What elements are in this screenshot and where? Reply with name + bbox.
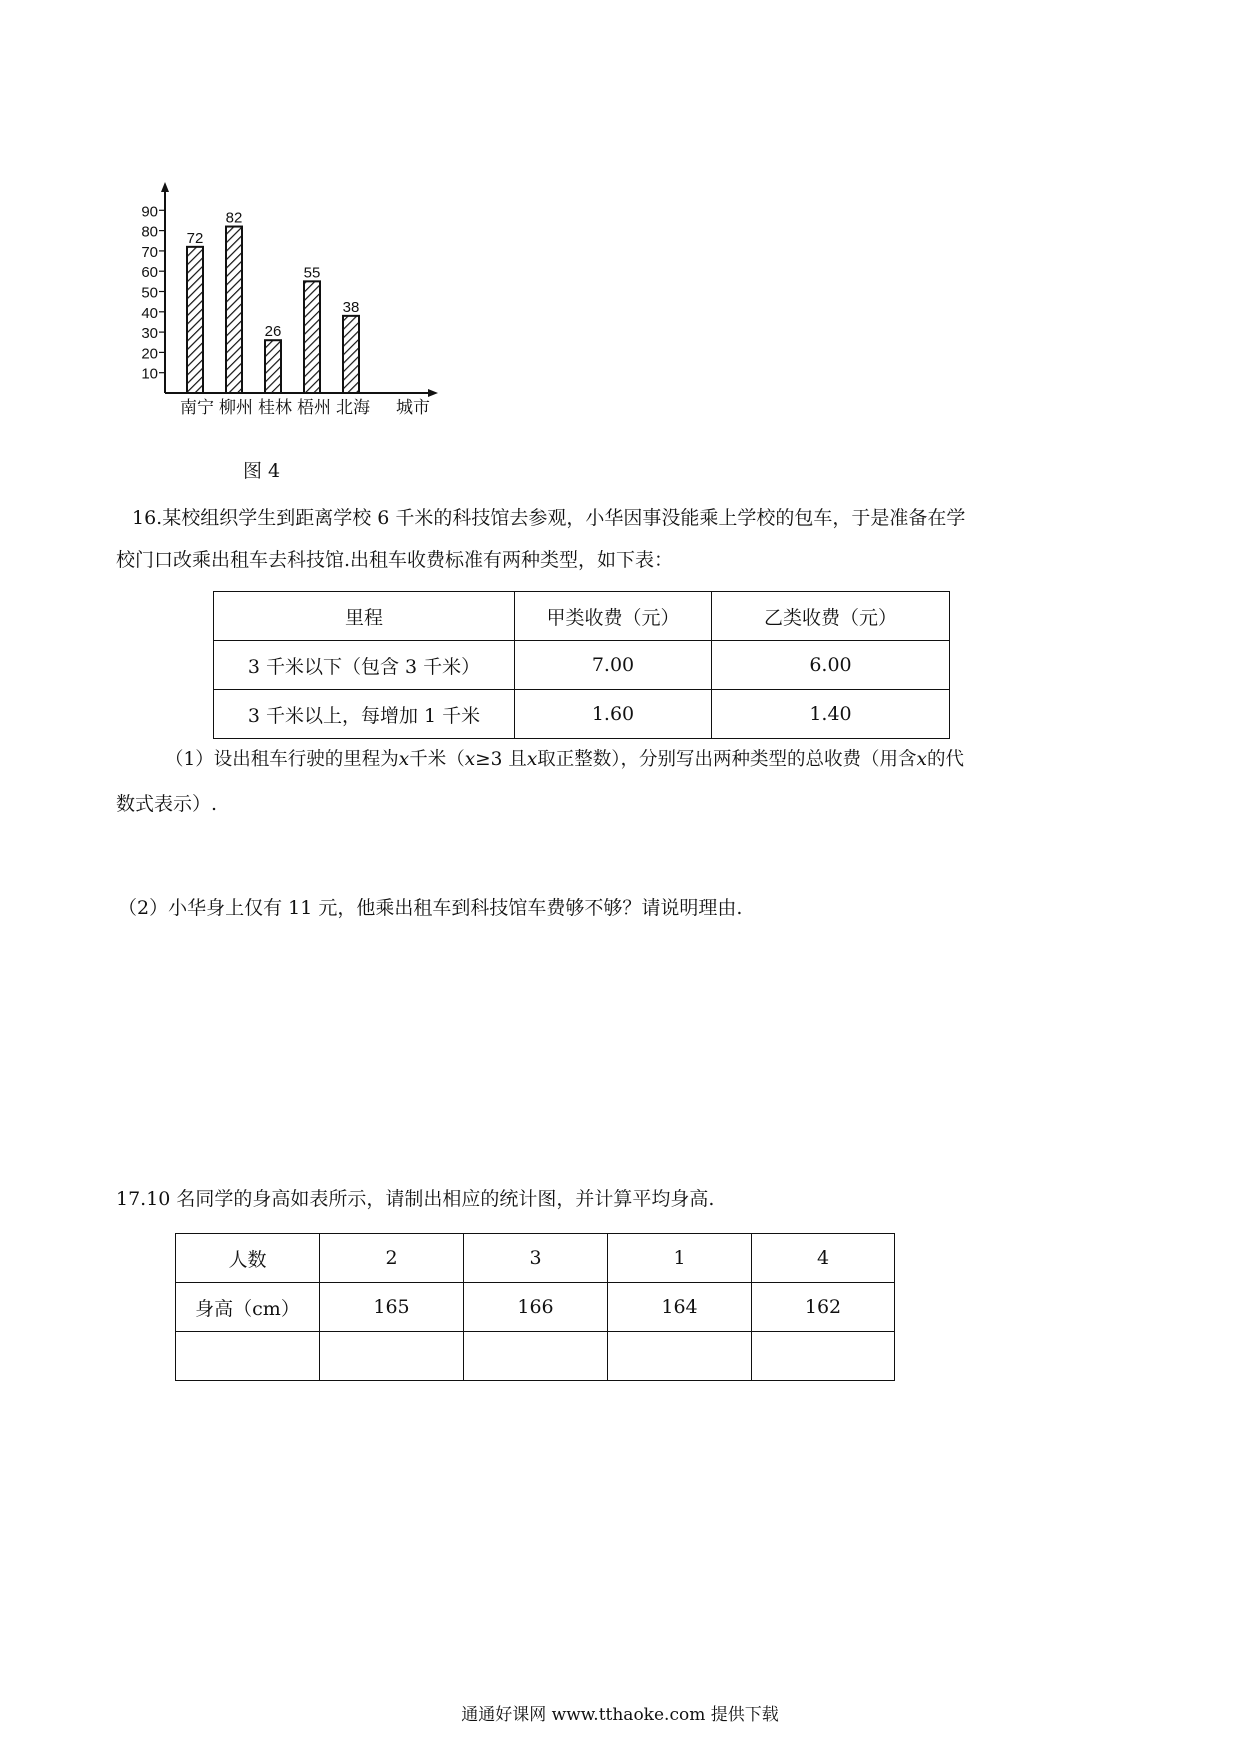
table-header-row <box>214 592 950 641</box>
figure-caption: 图 4 <box>243 460 281 482</box>
table-cell: 人数 <box>176 1234 320 1283</box>
x-axis-arrow <box>428 389 438 397</box>
bar <box>226 227 242 393</box>
table-header-cell: 乙类收费（元） <box>712 592 950 641</box>
bar <box>265 340 281 393</box>
variable-x: x <box>398 749 410 770</box>
variable-x: x <box>916 749 927 770</box>
variable-x: x <box>464 749 476 770</box>
q16-part2: （2）小华身上仅有 11 元，他乘出租车到科技馆车费够不够？请说明理由. <box>118 897 743 919</box>
table-row <box>176 1283 895 1332</box>
y-tick-label: 50 <box>141 284 158 302</box>
table-cell <box>752 1332 895 1381</box>
table-cell: 身高（cm） <box>176 1283 320 1332</box>
table-cell: 3 千米以上，每增加 1 千米 <box>214 690 515 739</box>
table-cell: 164 <box>608 1283 752 1332</box>
table-row <box>176 1332 895 1381</box>
x-tick-label: 北海 <box>336 398 370 418</box>
fare-table <box>213 591 950 739</box>
y-axis-arrow <box>161 182 169 192</box>
bar-value-label: 82 <box>225 209 243 227</box>
table-cell: 2 <box>320 1234 464 1283</box>
text-segment: ≥3 且 <box>475 749 527 770</box>
table-cell: 1.60 <box>515 690 712 739</box>
x-tick-label: 南宁 <box>180 398 214 418</box>
q16-part1-line1 <box>165 746 1155 774</box>
x-axis-label: 城市 <box>396 398 430 418</box>
q16-part1-line2: 数式表示）. <box>116 793 218 815</box>
q16-line2: 校门口改乘出租车去科技馆.出租车收费标准有两种类型，如下表： <box>116 549 674 571</box>
text-segment: 的代 <box>926 749 964 770</box>
variable-x: x <box>526 749 538 770</box>
y-tick-label: 70 <box>141 243 158 261</box>
y-tick-label: 30 <box>141 325 158 343</box>
table-cell: 165 <box>320 1283 464 1332</box>
x-tick-label: 柳州 <box>219 398 253 418</box>
table-cell: 1 <box>608 1234 752 1283</box>
y-axis-ticks <box>141 203 165 382</box>
x-tick-label: 梧州 <box>297 398 331 418</box>
bar-value-label: 38 <box>342 298 360 316</box>
y-tick-label: 80 <box>141 223 158 241</box>
bar-value-label: 72 <box>186 229 204 247</box>
city-bar-chart <box>120 170 450 430</box>
q16-line1: 16.某校组织学生到距离学校 6 千米的科技馆去参观，小华因事没能乘上学校的包车，于是准备在学 <box>132 507 966 529</box>
table-header-cell: 甲类收费（元） <box>515 592 712 641</box>
chart-bars <box>187 227 359 393</box>
table-cell: 3 千米以下（包含 3 千米） <box>214 641 515 690</box>
table-row <box>176 1234 895 1283</box>
bar-value-label: 55 <box>303 264 321 282</box>
table-row <box>214 690 950 739</box>
text-segment: 取正整数），分别写出两种类型的总收费（用含 <box>537 749 917 770</box>
table-cell <box>464 1332 608 1381</box>
table-cell: 3 <box>464 1234 608 1283</box>
y-tick-label: 60 <box>141 264 158 282</box>
table-cell <box>176 1332 320 1381</box>
bar <box>304 281 320 393</box>
y-tick-label: 90 <box>141 203 158 221</box>
table-cell: 1.40 <box>712 690 950 739</box>
table-cell: 166 <box>464 1283 608 1332</box>
table-cell: 4 <box>752 1234 895 1283</box>
y-tick-label: 10 <box>141 365 158 383</box>
table-cell <box>320 1332 464 1381</box>
x-tick-label: 桂林 <box>258 398 292 418</box>
table-cell: 7.00 <box>515 641 712 690</box>
table-row <box>214 641 950 690</box>
height-table <box>175 1233 895 1381</box>
text-segment: （1）设出租车行驶的里程为 <box>165 749 399 770</box>
y-tick-label: 40 <box>141 304 158 322</box>
bar <box>343 316 359 393</box>
q17-text: 17.10 名同学的身高如表所示，请制出相应的统计图，并计算平均身高. <box>116 1188 715 1210</box>
y-tick-label: 20 <box>141 345 158 363</box>
table-header-cell: 里程 <box>214 592 515 641</box>
bar <box>187 247 203 393</box>
table-cell <box>608 1332 752 1381</box>
text-segment: 千米（ <box>409 749 465 770</box>
table-cell: 162 <box>752 1283 895 1332</box>
page-footer: 通通好课网 www.tthaoke.com 提供下载 <box>461 1705 779 1725</box>
bar-value-label: 26 <box>264 323 282 341</box>
table-cell: 6.00 <box>712 641 950 690</box>
